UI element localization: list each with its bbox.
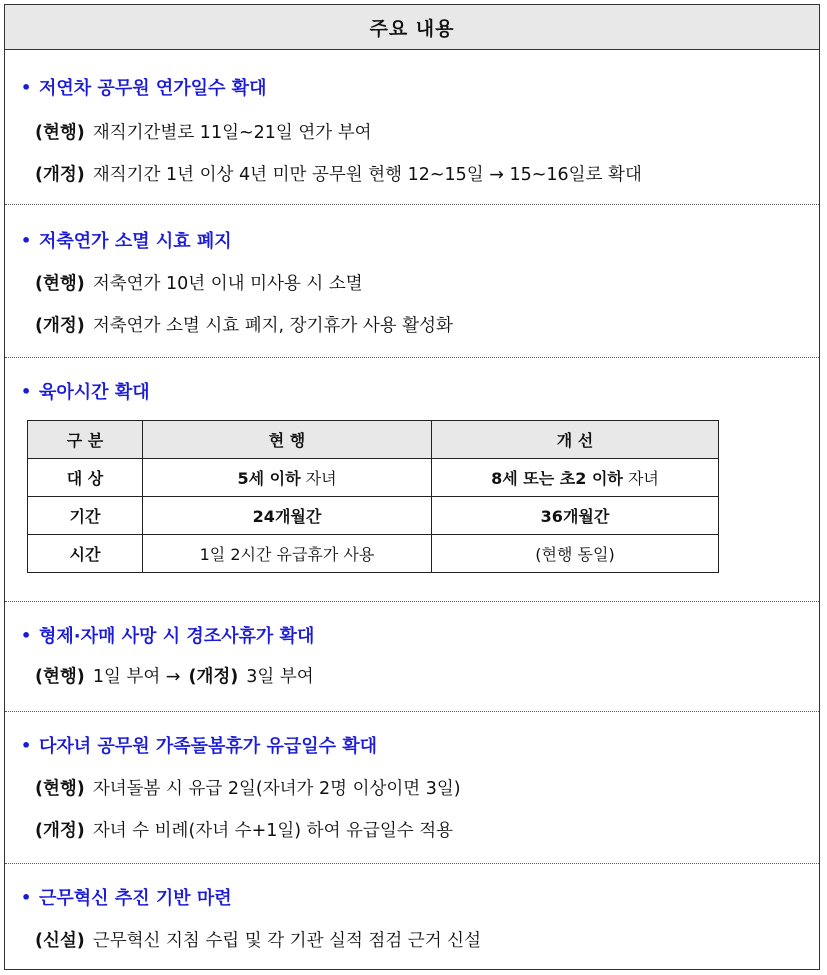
- current-text: 재직기간별로 11일~21일 연가 부여: [92, 122, 372, 143]
- section-title-text: 근무혁신 추진 기반 마련: [39, 888, 232, 909]
- table-row: [28, 459, 719, 497]
- section-title-text: 다자녀 공무원 가족돌봄휴가 유급일수 확대: [39, 736, 378, 757]
- revised-tag: (개정): [35, 315, 85, 336]
- current-tag: (현행): [35, 122, 85, 143]
- table-row: [28, 497, 719, 535]
- new-tag: (신설): [35, 930, 85, 951]
- current-tag: (현행): [35, 778, 85, 799]
- row-label: 기간: [28, 497, 143, 535]
- row-label: 대 상: [28, 459, 143, 497]
- revised-text: 3일 부여: [246, 666, 314, 687]
- section-title: [21, 378, 819, 404]
- section-title-text: 육아시간 확대: [39, 382, 150, 403]
- section-family-care-leave: [5, 712, 819, 864]
- revised-rule-line: [21, 816, 819, 842]
- improved-cell-bold: 36개월간: [540, 507, 610, 526]
- section-childcare-time: [5, 358, 819, 602]
- current-cell: [143, 459, 432, 497]
- col-header-current: 현 행: [143, 421, 432, 459]
- col-header-improved: 개 선: [432, 421, 719, 459]
- current-cell-bold: 5세 이하: [237, 469, 301, 488]
- current-rule-line: [21, 774, 819, 800]
- section-bereavement-leave: [5, 602, 819, 712]
- current-text: 저축연가 10년 이내 미사용 시 소멸: [92, 273, 363, 294]
- section-title: [21, 884, 819, 910]
- section-title-text: 저연차 공무원 연가일수 확대: [39, 78, 267, 99]
- revised-text: 자녀 수 비례(자녀 수+1일) 하여 유급일수 적용: [92, 820, 454, 841]
- current-cell-bold: 24개월간: [252, 507, 322, 526]
- current-cell: [143, 497, 432, 535]
- section-work-innovation: [5, 864, 819, 969]
- section-title: [21, 622, 819, 648]
- col-header-category: 구 분: [28, 421, 143, 459]
- bullet-icon: •: [21, 887, 32, 907]
- current-tag: (현행): [35, 273, 85, 294]
- current-to-revised-line: [21, 662, 819, 688]
- section-title-text: 형제·자매 사망 시 경조사휴가 확대: [39, 626, 315, 647]
- new-text: 근무혁신 지침 수립 및 각 기관 실적 점검 근거 신설: [92, 930, 481, 951]
- section-title: [21, 74, 819, 100]
- current-text: 1일 부여 →: [92, 666, 181, 687]
- table-row: [28, 535, 719, 573]
- revised-rule-line: [21, 160, 819, 186]
- box-title: 주요 내용: [369, 17, 455, 40]
- childcare-table: [27, 420, 719, 573]
- improved-cell-rest: (현행 동일): [535, 545, 615, 564]
- box-header: [5, 5, 819, 50]
- bullet-icon: •: [21, 230, 32, 250]
- improved-cell-rest: 자녀: [622, 469, 659, 488]
- section-annual-leave: [5, 50, 819, 205]
- current-rule-line: [21, 118, 819, 144]
- improved-cell: [432, 497, 719, 535]
- current-cell: [143, 535, 432, 573]
- revised-rule-line: [21, 311, 819, 337]
- content-box: [4, 4, 820, 970]
- improved-cell: [432, 459, 719, 497]
- bullet-icon: •: [21, 77, 32, 97]
- bullet-icon: •: [21, 625, 32, 645]
- bullet-icon: •: [21, 381, 32, 401]
- current-cell-rest: 1일 2시간 유급휴가 사용: [199, 545, 375, 564]
- section-saved-leave: [5, 205, 819, 358]
- bullet-icon: •: [21, 735, 32, 755]
- improved-cell: [432, 535, 719, 573]
- section-title-text: 저축연가 소멸 시효 폐지: [39, 231, 232, 252]
- revised-text: 저축연가 소멸 시효 폐지, 장기휴가 사용 활성화: [92, 315, 453, 336]
- revised-tag: (개정): [35, 820, 85, 841]
- row-label: 시간: [28, 535, 143, 573]
- new-rule-line: [21, 926, 819, 952]
- revised-tag: (개정): [188, 666, 239, 687]
- revised-tag: (개정): [35, 164, 85, 185]
- section-title: [21, 732, 819, 758]
- current-cell-rest: 자녀: [300, 469, 337, 488]
- current-text: 자녀돌봄 시 유급 2일(자녀가 2명 이상이면 3일): [92, 778, 461, 799]
- current-rule-line: [21, 269, 819, 295]
- table-header-row: [28, 421, 719, 459]
- current-tag: (현행): [35, 666, 85, 687]
- revised-text: 재직기간 1년 이상 4년 미만 공무원 현행 12~15일 → 15~16일로 확대: [92, 164, 642, 185]
- improved-cell-bold: 8세 또는 초2 이하: [491, 469, 623, 488]
- section-title: [21, 227, 819, 253]
